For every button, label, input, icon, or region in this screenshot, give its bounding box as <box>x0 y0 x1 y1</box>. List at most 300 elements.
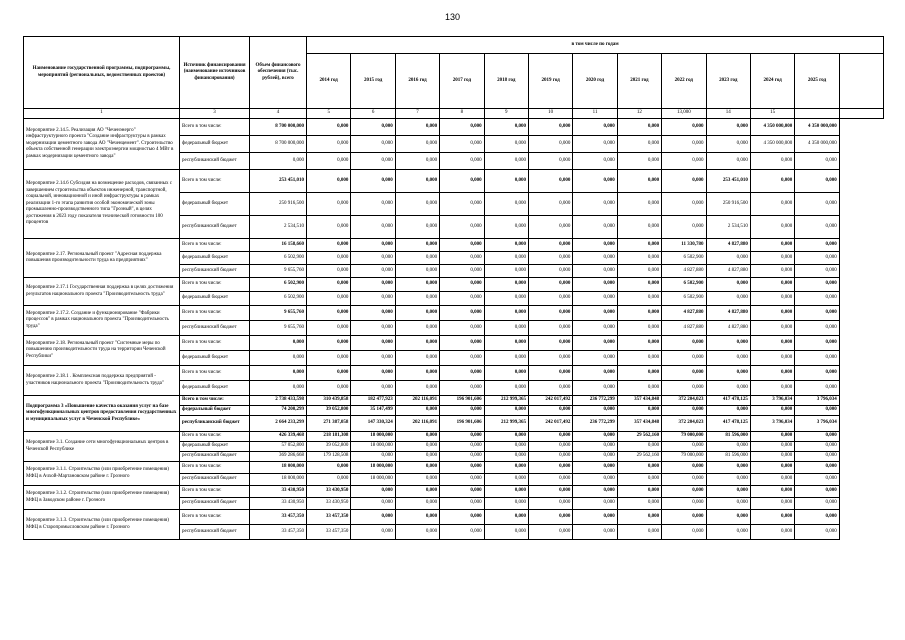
year-value: 236 772,299 <box>573 416 617 432</box>
year-value: 0,000 <box>750 525 794 540</box>
funding-source: Всего в том числе: <box>180 396 250 406</box>
year-value: 0,000 <box>573 452 617 462</box>
year-value: 0,000 <box>573 265 617 278</box>
year-value: 0,000 <box>351 351 395 366</box>
year-value: 0,000 <box>750 366 794 381</box>
year-value: 0,000 <box>307 170 351 193</box>
year-value: 0,000 <box>617 474 661 486</box>
year-value: 0,000 <box>528 381 572 396</box>
header-including: в том числе по годам <box>307 37 884 54</box>
year-value: 0,000 <box>573 381 617 396</box>
year-value: 0,000 <box>617 292 661 306</box>
year-value: 0,000 <box>795 216 839 239</box>
year-value: 0,000 <box>528 351 572 366</box>
year-value: 0,000 <box>795 381 839 396</box>
measure-name: Подпрограмма 3 «Повышение качества оказания услуг на базе многофункциональных центров предоставления государственных и муниципальных услуг в Чеченской Республике» <box>24 396 180 432</box>
year-value: 0,000 <box>795 351 839 366</box>
year-value: 0,000 <box>750 252 794 265</box>
total-value: 369 286,668 <box>250 452 307 462</box>
year-value: 0,000 <box>395 136 439 153</box>
year-value: 0,000 <box>395 381 439 396</box>
year-value: 0,000 <box>395 119 439 136</box>
year-value: 29 562,160 <box>617 452 661 462</box>
year-value: 0,000 <box>617 486 661 498</box>
header-year: 2019 год <box>528 54 572 109</box>
year-value: 81 596,000 <box>706 432 750 442</box>
year-value: 0,000 <box>617 525 661 540</box>
table-row <box>24 306 884 321</box>
year-value: 0,000 <box>484 321 528 336</box>
year-value: 4 350 000,000 <box>795 119 839 136</box>
year-value: 196 901,606 <box>440 416 484 432</box>
year-value: 0,000 <box>750 336 794 351</box>
year-value: 242 017,492 <box>528 396 572 406</box>
year-value: 0,000 <box>795 442 839 452</box>
year-value: 147 330,324 <box>351 416 395 432</box>
funding-source: Всего в том числе: <box>180 239 250 252</box>
year-value: 0,000 <box>395 306 439 321</box>
year-value: 0,000 <box>307 462 351 474</box>
table-row <box>24 366 884 381</box>
year-value: 0,000 <box>351 278 395 292</box>
year-value: 0,000 <box>440 474 484 486</box>
funding-source: федеральный бюджет <box>180 351 250 366</box>
year-value: 0,000 <box>484 170 528 193</box>
year-value: 242 017,492 <box>528 416 572 432</box>
year-value: 0,000 <box>351 239 395 252</box>
funding-source: республиканский бюджет <box>180 153 250 170</box>
year-value: 0,000 <box>795 462 839 474</box>
year-value: 0,000 <box>750 452 794 462</box>
funding-source: Всего в том числе: <box>180 432 250 442</box>
year-value: 0,000 <box>351 525 395 540</box>
measure-name: Мероприятие 3.1. Создание сети многофункциональных центров в Чеченской Республике <box>24 432 180 462</box>
year-value: 0,000 <box>395 486 439 498</box>
year-value: 417 478,125 <box>706 396 750 406</box>
year-value: 0,000 <box>706 278 750 292</box>
year-value: 0,000 <box>484 239 528 252</box>
measure-name: Мероприятие 2.17. Региональный проект "Адресная поддержка повышения производительности труда на предприятиях" <box>24 239 180 278</box>
table-row <box>24 396 884 406</box>
header-year <box>839 54 884 109</box>
year-value: 0,000 <box>528 432 572 442</box>
year-value: 0,000 <box>395 265 439 278</box>
year-value: 0,000 <box>617 351 661 366</box>
table-row <box>24 170 884 193</box>
column-number: 6 <box>351 109 395 119</box>
header-source: Источник финансирования (наименование источников финансирования) <box>180 37 250 109</box>
year-value: 0,000 <box>440 292 484 306</box>
year-value: 236 772,299 <box>573 396 617 406</box>
year-value: 0,000 <box>440 321 484 336</box>
year-value: 81 596,000 <box>706 452 750 462</box>
year-value: 3 796,034 <box>795 416 839 432</box>
year-value: 0,000 <box>307 381 351 396</box>
year-value: 0,000 <box>617 216 661 239</box>
year-value: 357 434,848 <box>617 416 661 432</box>
year-value: 0,000 <box>795 278 839 292</box>
year-value: 0,000 <box>750 351 794 366</box>
year-value: 0,000 <box>484 366 528 381</box>
year-value: 0,000 <box>351 321 395 336</box>
year-value: 0,000 <box>662 193 706 216</box>
funding-source: федеральный бюджет <box>180 252 250 265</box>
year-value: 0,000 <box>750 265 794 278</box>
year-value: 0,000 <box>795 321 839 336</box>
year-value: 0,000 <box>573 351 617 366</box>
table-header <box>24 37 884 119</box>
year-value: 0,000 <box>750 510 794 525</box>
year-value: 0,000 <box>395 292 439 306</box>
year-value: 0,000 <box>440 381 484 396</box>
year-value: 33 430,950 <box>307 486 351 498</box>
measure-name: Мероприятие 2.14.5. Реализация АО "Чеченэнерго" инфраструктурного проекта "Создание инфраструктуры в рамках модернизации цементного завода АО "Чеченцемент". Строительство объекта собственной генерации электроэнергии мощностью 4 МВт в рамках модернизации цементного завода" <box>24 119 180 170</box>
year-value: 0,000 <box>795 510 839 525</box>
year-value: 0,000 <box>706 119 750 136</box>
year-value: 0,000 <box>440 452 484 462</box>
year-value: 0,000 <box>484 498 528 510</box>
year-value: 79 000,000 <box>662 452 706 462</box>
year-value: 4 827,880 <box>706 265 750 278</box>
year-value: 0,000 <box>795 170 839 193</box>
year-value: 4 827,880 <box>706 306 750 321</box>
total-value: 6 502,900 <box>250 278 307 292</box>
year-value: 0,000 <box>662 216 706 239</box>
year-value: 0,000 <box>484 292 528 306</box>
year-value: 0,000 <box>395 462 439 474</box>
year-value: 0,000 <box>795 366 839 381</box>
table-row <box>24 432 884 442</box>
header-year: 2018 год <box>484 54 528 109</box>
page-number: 130 <box>444 12 461 22</box>
year-value: 0,000 <box>750 462 794 474</box>
funding-source: республиканский бюджет <box>180 321 250 336</box>
year-value: 0,000 <box>307 265 351 278</box>
year-value: 0,000 <box>617 153 661 170</box>
year-value: 0,000 <box>351 265 395 278</box>
year-value: 0,000 <box>528 452 572 462</box>
year-value: 0,000 <box>307 136 351 153</box>
column-number: 7 <box>395 109 439 119</box>
year-value: 0,000 <box>528 292 572 306</box>
year-value: 0,000 <box>750 486 794 498</box>
year-value: 0,000 <box>351 486 395 498</box>
year-value: 0,000 <box>484 442 528 452</box>
year-value: 0,000 <box>573 239 617 252</box>
year-value: 0,000 <box>395 351 439 366</box>
year-value: 6 502,900 <box>662 252 706 265</box>
funding-source: Всего в том числе: <box>180 462 250 474</box>
year-value: 0,000 <box>795 252 839 265</box>
year-value: 0,000 <box>440 265 484 278</box>
year-value: 0,000 <box>484 462 528 474</box>
table-row <box>24 278 884 292</box>
year-value: 0,000 <box>795 474 839 486</box>
year-value: 0,000 <box>528 119 572 136</box>
year-value: 0,000 <box>484 306 528 321</box>
total-value: 0,000 <box>250 336 307 351</box>
year-value: 0,000 <box>528 498 572 510</box>
year-value: 0,000 <box>617 239 661 252</box>
year-value: 417 478,125 <box>706 416 750 432</box>
year-value: 0,000 <box>307 216 351 239</box>
column-number: 11 <box>573 109 617 119</box>
year-value: 0,000 <box>351 193 395 216</box>
measure-name: Мероприятие 2.18. Региональный проект "Системные меры по повышению производительности труда на территории Чеченской Республики" <box>24 336 180 366</box>
year-value: 0,000 <box>440 216 484 239</box>
year-value: 0,000 <box>440 406 484 416</box>
year-value: 0,000 <box>528 474 572 486</box>
year-value: 0,000 <box>351 292 395 306</box>
year-value: 0,000 <box>573 525 617 540</box>
year-value: 0,000 <box>706 336 750 351</box>
year-value: 196 901,606 <box>440 396 484 406</box>
table-row <box>24 336 884 351</box>
column-number: 9 <box>484 109 528 119</box>
header-year: 2023 год <box>706 54 750 109</box>
year-value: 0,000 <box>395 170 439 193</box>
year-value: 6 502,900 <box>662 292 706 306</box>
year-value: 0,000 <box>440 278 484 292</box>
year-value: 0,000 <box>706 442 750 452</box>
year-value: 0,000 <box>528 366 572 381</box>
year-value: 357 434,848 <box>617 396 661 406</box>
year-value: 0,000 <box>395 239 439 252</box>
column-number: 15 <box>750 109 794 119</box>
year-value: 0,000 <box>573 336 617 351</box>
year-value: 0,000 <box>573 278 617 292</box>
year-value: 0,000 <box>351 119 395 136</box>
measure-name: Мероприятие 2.18.1 . Комплексная поддержка предприятий - участников национального проекта "Производительность труда" <box>24 366 180 396</box>
column-numbers-row <box>24 109 884 119</box>
header-year: 2016 год <box>395 54 439 109</box>
financing-table <box>23 36 884 540</box>
year-value: 33 457,350 <box>307 510 351 525</box>
year-value: 0,000 <box>750 442 794 452</box>
year-value: 0,000 <box>662 510 706 525</box>
total-value: 9 655,760 <box>250 265 307 278</box>
funding-source: Всего в том числе: <box>180 170 250 193</box>
header-year: 2014 год <box>307 54 351 109</box>
year-value: 0,000 <box>662 381 706 396</box>
total-value: 74 200,299 <box>250 406 307 416</box>
year-value: 0,000 <box>573 119 617 136</box>
year-value: 0,000 <box>617 136 661 153</box>
year-value: 0,000 <box>750 153 794 170</box>
year-value: 0,000 <box>706 366 750 381</box>
year-value: 0,000 <box>706 498 750 510</box>
year-value: 0,000 <box>440 351 484 366</box>
year-value: 0,000 <box>617 366 661 381</box>
year-value: 0,000 <box>750 306 794 321</box>
year-value: 0,000 <box>573 510 617 525</box>
total-value: 0,000 <box>250 366 307 381</box>
year-value: 372 204,023 <box>662 396 706 406</box>
year-value: 0,000 <box>573 306 617 321</box>
year-value: 0,000 <box>617 498 661 510</box>
year-value: 0,000 <box>750 216 794 239</box>
year-value: 0,000 <box>795 306 839 321</box>
column-number: 1 <box>24 109 180 119</box>
year-value: 0,000 <box>662 525 706 540</box>
year-value: 0,000 <box>528 525 572 540</box>
year-value: 0,000 <box>307 321 351 336</box>
year-value: 0,000 <box>750 381 794 396</box>
year-value: 4 350 000,000 <box>750 136 794 153</box>
year-value: 0,000 <box>395 321 439 336</box>
year-value: 4 350 000,000 <box>750 119 794 136</box>
year-value: 0,000 <box>750 406 794 416</box>
total-value: 6 502,900 <box>250 292 307 306</box>
measure-name: Мероприятие 2.17.1 Государственная поддержка в целях достижения результатов национального проекта "Производительность труда" <box>24 278 180 306</box>
year-value: 0,000 <box>307 193 351 216</box>
year-value: 0,000 <box>662 153 706 170</box>
year-value: 0,000 <box>484 278 528 292</box>
header-volume: Объем финансового обеспечения (тыс. рублей), всего <box>250 37 307 109</box>
year-value: 33 457,350 <box>307 525 351 540</box>
year-value: 0,000 <box>528 442 572 452</box>
year-value: 0,000 <box>795 193 839 216</box>
year-value: 0,000 <box>351 366 395 381</box>
year-value: 0,000 <box>440 306 484 321</box>
year-value: 0,000 <box>750 193 794 216</box>
year-value: 0,000 <box>484 510 528 525</box>
funding-source: республиканский бюджет <box>180 498 250 510</box>
year-value: 218 181,308 <box>307 432 351 442</box>
header-year: 2015 год <box>351 54 395 109</box>
table-row <box>24 119 884 136</box>
year-value: 0,000 <box>662 170 706 193</box>
year-value: 0,000 <box>617 278 661 292</box>
total-value: 57 052,800 <box>250 442 307 452</box>
year-value: 0,000 <box>528 170 572 193</box>
funding-source: республиканский бюджет <box>180 265 250 278</box>
year-value: 0,000 <box>307 306 351 321</box>
year-value: 0,000 <box>617 406 661 416</box>
year-value: 0,000 <box>573 406 617 416</box>
year-value: 0,000 <box>528 486 572 498</box>
table-row <box>24 462 884 474</box>
year-value: 0,000 <box>440 525 484 540</box>
funding-source: Всего в том числе: <box>180 366 250 381</box>
header-year: 2017 год <box>440 54 484 109</box>
year-value: 0,000 <box>440 432 484 442</box>
funding-source: федеральный бюджет <box>180 381 250 396</box>
year-value: 0,000 <box>706 153 750 170</box>
year-value: 0,000 <box>573 474 617 486</box>
year-value: 0,000 <box>706 252 750 265</box>
year-value: 0,000 <box>573 216 617 239</box>
year-value: 0,000 <box>528 462 572 474</box>
total-value: 0,000 <box>250 153 307 170</box>
funding-source: федеральный бюджет <box>180 193 250 216</box>
total-value: 33 430,950 <box>250 498 307 510</box>
year-value: 0,000 <box>706 486 750 498</box>
year-value: 0,000 <box>440 442 484 452</box>
total-value: 8 700 000,000 <box>250 136 307 153</box>
year-value: 0,000 <box>662 366 706 381</box>
year-value: 0,000 <box>573 462 617 474</box>
year-value: 0,000 <box>440 366 484 381</box>
year-value: 0,000 <box>395 336 439 351</box>
year-value: 18 000,000 <box>351 462 395 474</box>
funding-source: республиканский бюджет <box>180 416 250 432</box>
year-value: 0,000 <box>307 366 351 381</box>
year-value: 0,000 <box>395 474 439 486</box>
total-value: 16 158,660 <box>250 239 307 252</box>
funding-source: республиканский бюджет <box>180 474 250 486</box>
year-value: 29 562,160 <box>617 432 661 442</box>
year-value: 0,000 <box>662 462 706 474</box>
year-value: 179 128,508 <box>307 452 351 462</box>
year-value: 0,000 <box>440 462 484 474</box>
year-value: 0,000 <box>395 498 439 510</box>
measure-name: Мероприятие 3.1.1. Строительство (или приобретение помещения) МФЦ в Ачхой-Мартановском районе г. Грозного <box>24 462 180 486</box>
column-number: 14 <box>706 109 750 119</box>
year-value: 0,000 <box>750 170 794 193</box>
year-value: 0,000 <box>750 292 794 306</box>
year-value: 0,000 <box>307 336 351 351</box>
column-number: 12 <box>617 109 661 119</box>
total-value: 8 700 000,000 <box>250 119 307 136</box>
header-year: 2022 год <box>662 54 706 109</box>
year-value: 212 999,365 <box>484 416 528 432</box>
year-value: 0,000 <box>395 278 439 292</box>
year-value: 271 387,058 <box>307 416 351 432</box>
year-value: 0,000 <box>617 306 661 321</box>
total-value: 253 451,010 <box>250 170 307 193</box>
year-value: 0,000 <box>484 252 528 265</box>
year-value: 0,000 <box>662 474 706 486</box>
year-value: 0,000 <box>307 119 351 136</box>
year-value: 39 052,800 <box>307 406 351 416</box>
funding-source: Всего в том числе: <box>180 510 250 525</box>
year-value: 0,000 <box>528 321 572 336</box>
year-value: 0,000 <box>750 474 794 486</box>
year-value: 0,000 <box>617 381 661 396</box>
year-value: 202 116,091 <box>395 396 439 406</box>
year-value: 18 000,000 <box>351 474 395 486</box>
year-value: 0,000 <box>307 252 351 265</box>
year-value: 0,000 <box>484 486 528 498</box>
year-value: 0,000 <box>528 406 572 416</box>
year-value: 0,000 <box>351 336 395 351</box>
year-value: 0,000 <box>528 510 572 525</box>
year-value: 0,000 <box>617 321 661 336</box>
year-value: 35 147,499 <box>351 406 395 416</box>
year-value: 0,000 <box>573 136 617 153</box>
year-value: 4 350 000,000 <box>795 136 839 153</box>
year-value: 0,000 <box>351 498 395 510</box>
year-value: 4 827,880 <box>706 321 750 336</box>
year-value: 0,000 <box>795 292 839 306</box>
year-value: 0,000 <box>351 170 395 193</box>
total-value: 33 457,350 <box>250 510 307 525</box>
year-value: 0,000 <box>440 252 484 265</box>
year-value: 0,000 <box>662 351 706 366</box>
year-value: 0,000 <box>395 525 439 540</box>
year-value: 0,000 <box>617 170 661 193</box>
year-value: 0,000 <box>706 474 750 486</box>
total-value: 6 502,900 <box>250 252 307 265</box>
year-value: 0,000 <box>795 452 839 462</box>
total-value: 33 457,350 <box>250 525 307 540</box>
year-value: 0,000 <box>528 239 572 252</box>
year-value: 0,000 <box>307 292 351 306</box>
year-value: 4 827,880 <box>662 306 706 321</box>
year-value: 0,000 <box>706 525 750 540</box>
table-body <box>24 119 884 540</box>
